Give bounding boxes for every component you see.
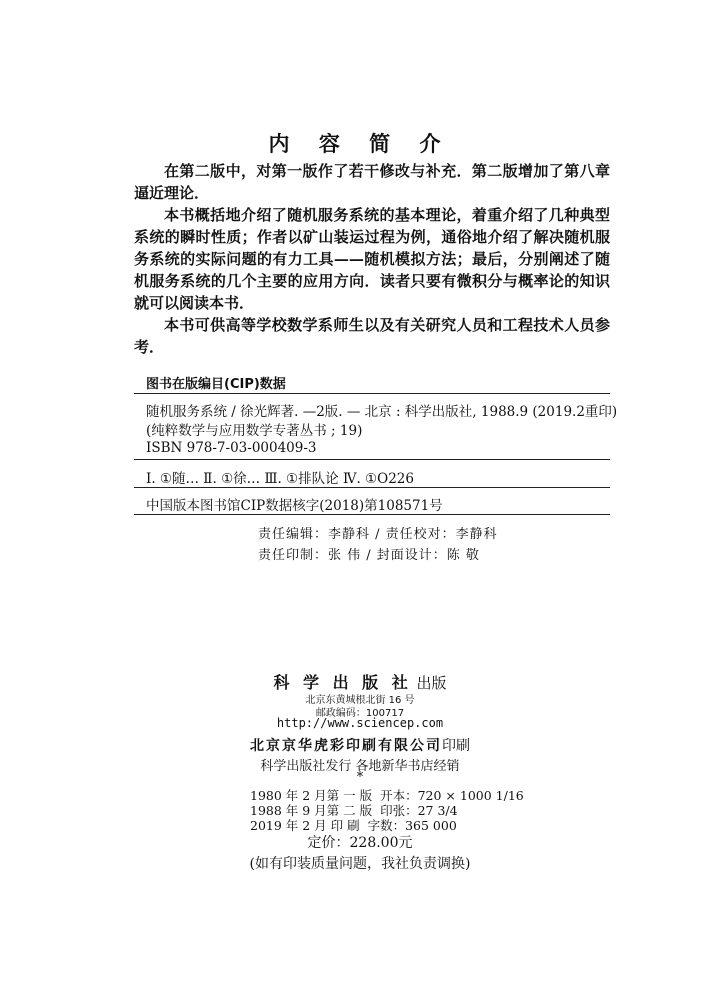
cip-isbn-rule — [134, 459, 610, 460]
publisher-name-suffix: 出版 — [411, 674, 447, 692]
cip-bibliographic-line: 随机服务系统 / 徐光辉著. —2版. — 北京 : 科学出版社, 1988.9 (2019.2重印) — [146, 404, 618, 420]
publisher-postcode: 邮政编码：100717 — [315, 708, 405, 719]
edition-spec: 印张：27 3/4 — [380, 803, 458, 818]
printer-suffix: 印刷 — [442, 738, 470, 754]
summary-paragraph-2: 本书概括地介绍了随机服务系统的基本理论，着重介绍了几种典型系统的瞬时性质；作者以矿山装运过程为例，通俗地介绍了解决随机服务系统的实际问题的有力工具——随机模拟方法；最后，分别阐述了随机服务系统的几个主要的应用方向．读者只要有微积分与概率论的知识就可以阅读本书． — [134, 206, 610, 312]
edition-date: 2019 年 2 月 印 刷 — [250, 818, 360, 833]
cip-top-rule — [134, 393, 610, 394]
cip-record-number: 中国版本图书馆CIP数据核字(2018)第108571号 — [146, 498, 443, 514]
publisher-logo-text: 科 学 出 版 社 — [273, 673, 412, 692]
edition-date: 1988 年 9 月第 二 版 — [250, 803, 373, 818]
edition-date: 1980 年 2 月第 一 版 — [250, 788, 373, 803]
printer-name: 北京京华虎彩印刷有限公司 — [250, 738, 442, 754]
summary-paragraph-1: 在第二版中，对第一版作了若干修改与补充．第二版增加了第八章逼近理论． — [134, 162, 610, 202]
quality-note: (如有印装质量问题，我社负责调换) — [249, 856, 471, 872]
publisher-address: 北京东黄城根北街 16 号 — [305, 695, 415, 706]
cip-classification: Ⅰ. ①随… Ⅱ. ①徐… Ⅲ. ①排队论 Ⅳ. ①O226 — [146, 471, 414, 487]
cip-bottom-rule — [134, 514, 610, 515]
edition-spec: 字数：365 000 — [367, 818, 457, 833]
summary-text — [134, 160, 610, 358]
publisher-name — [0, 670, 720, 693]
page-title: 内 容 简 介 — [268, 132, 452, 156]
cip-heading: 图书在版编目(CIP)数据 — [146, 377, 286, 392]
cip-series-line: (纯粹数学与应用数学专著丛书 ; 19) — [146, 423, 363, 439]
cip-isbn: ISBN 978-7-03-000409-3 — [146, 440, 317, 456]
separator-star: * — [356, 770, 364, 785]
publisher-url: http://www.sciencep.com — [276, 716, 444, 730]
staff-production: 责任印制：张 伟 / 封面设计：陈 敬 — [258, 548, 480, 563]
staff-editors: 责任编辑：李静科 / 责任校对：李静科 — [258, 527, 498, 542]
price: 定价：228.00元 — [307, 835, 413, 851]
distribution-line: 科学出版社发行 各地新华书店经销 — [260, 759, 460, 774]
edition-spec: 开本：720 × 1000 1/16 — [380, 788, 524, 803]
summary-paragraph-3: 本书可供高等学校数学系师生以及有关研究人员和工程技术人员参考． — [134, 316, 610, 356]
printer-line — [0, 735, 720, 755]
cip-class-rule — [134, 487, 610, 488]
